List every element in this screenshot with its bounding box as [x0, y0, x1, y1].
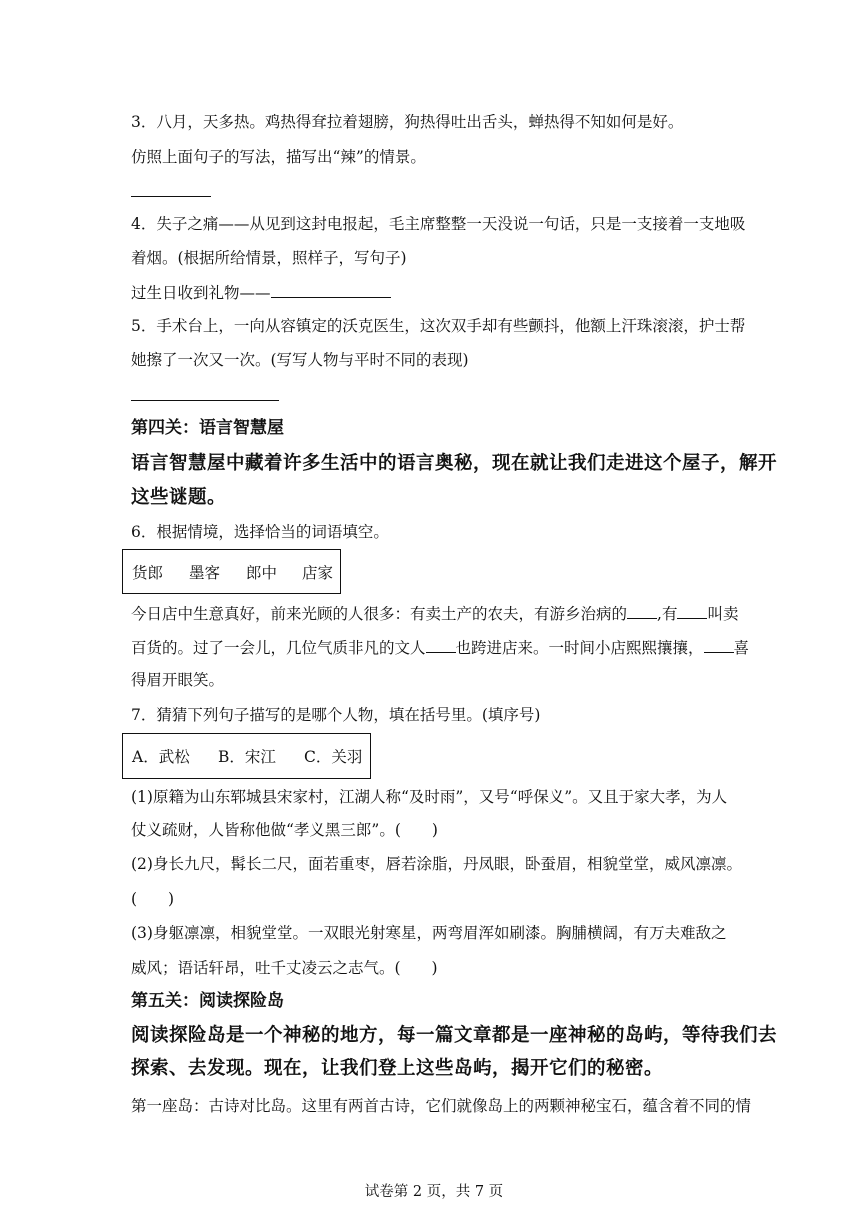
q3-line1: 3．八月，天多热。鸡热得耷拉着翅膀，狗热得吐出舌头，蝉热得不知如何是好。	[131, 113, 684, 131]
q7-option: C．关羽	[304, 748, 363, 766]
q7-s1-line1: (1)原籍为山东郓城县宋家村，江湖人称“及时雨”，又号“呼保义”。又且于家大孝，为人	[131, 788, 728, 806]
q5-line1: 5．手术台上，一向从容镇定的沃克医生，这次双手却有些颤抖，他额上汗珠滚滚，护士帮	[131, 317, 746, 335]
q6-paragraph-line2	[131, 638, 749, 658]
q6-stem: 6．根据情境，选择恰当的词语填空。	[131, 523, 389, 541]
q3-line2: 仿照上面句子的写法，描写出“辣”的情景。	[131, 148, 426, 166]
q6-blank-2[interactable]	[677, 604, 707, 619]
q7-stem: 7．猜猜下列句子描写的是哪个人物，填在括号里。(填序号)	[131, 706, 541, 724]
section5-title: 第五关：阅读探险岛	[131, 991, 284, 1011]
q5-line2: 她擦了一次又一次。(写写人物与平时不同的表现)	[131, 351, 469, 369]
q6-text: 叫卖	[707, 605, 739, 623]
q6-option: 墨客	[189, 563, 221, 582]
q6-option: 货郎	[132, 563, 164, 582]
q6-paragraph-line3: 得眉开眼笑。	[131, 671, 225, 689]
section4-title: 第四关：语言智慧屋	[131, 418, 284, 438]
q6-blank-3[interactable]	[426, 638, 456, 653]
q5-answer-blank[interactable]	[131, 400, 279, 401]
section4-intro-line2: 这些谜题。	[131, 487, 227, 508]
q7-option-box	[122, 733, 371, 779]
q6-word-box	[122, 549, 341, 594]
q4-line3-prefix: 过生日收到礼物——	[131, 284, 271, 302]
section5-island1: 第一座岛：古诗对比岛。这里有两首古诗，它们就像岛上的两颗神秘宝石，蕴含着不同的情	[131, 1097, 752, 1115]
q6-text: 今日店中生意真好，前来光顾的人很多：有卖土产的农夫，有游乡治病的	[131, 605, 628, 623]
q6-option: 店家	[302, 563, 334, 582]
q3-answer-blank[interactable]	[131, 196, 211, 197]
page-footer: 试卷第 2 页，共 7 页	[364, 1184, 504, 1200]
section5-intro-line1: 阅读探险岛是一个神秘的地方，每一篇文章都是一座神秘的岛屿，等待我们去	[131, 1025, 778, 1046]
q6-paragraph-line1	[131, 604, 738, 624]
q7-option: B．宋江	[218, 748, 276, 766]
q7-option: A．武松	[132, 748, 190, 766]
q7-s2-line1: (2)身长九尺，髯长二尺，面若重枣，唇若涂脂，丹凤眼，卧蚕眉，相貌堂堂，威风凛凛。	[131, 855, 742, 873]
q6-text: ,有	[657, 605, 678, 623]
section4-intro-line1: 语言智慧屋中藏着许多生活中的语言奥秘，现在就让我们走进这个屋子，解开	[131, 453, 778, 474]
q4-line1: 4．失子之痛——从见到这封电报起，毛主席整整一天没说一句话，只是一支接着一支地吸	[131, 215, 746, 233]
q7-s2-line2: ( )	[131, 890, 175, 908]
q6-blank-1[interactable]	[627, 604, 657, 619]
section5-intro-line2: 探索、去发现。现在，让我们登上这些岛屿，揭开它们的秘密。	[131, 1058, 664, 1079]
q7-s1-line2: 仗义疏财，人皆称他做“孝义黑三郎”。( )	[131, 821, 438, 839]
q6-blank-4[interactable]	[704, 638, 734, 653]
q4-answer-blank[interactable]	[271, 283, 391, 298]
q4-line2: 着烟。(根据所给情景，照样子，写句子)	[131, 249, 407, 267]
q4-line3	[131, 283, 391, 303]
q6-text: 百货的。过了一会儿，几位气质非凡的文人	[131, 639, 426, 657]
q7-s3-line2: 威风；语话轩昂，吐千丈凌云之志气。( )	[131, 959, 438, 977]
q6-option: 郎中	[246, 563, 278, 582]
q6-text: 喜	[733, 639, 750, 657]
q6-text: 也跨进店来。一时间小店熙熙攘攘，	[455, 639, 704, 657]
q7-s3-line1: (3)身躯凛凛，相貌堂堂。一双眼光射寒星，两弯眉浑如刷漆。胸脯横阔，有万夫难敌之	[131, 924, 727, 942]
